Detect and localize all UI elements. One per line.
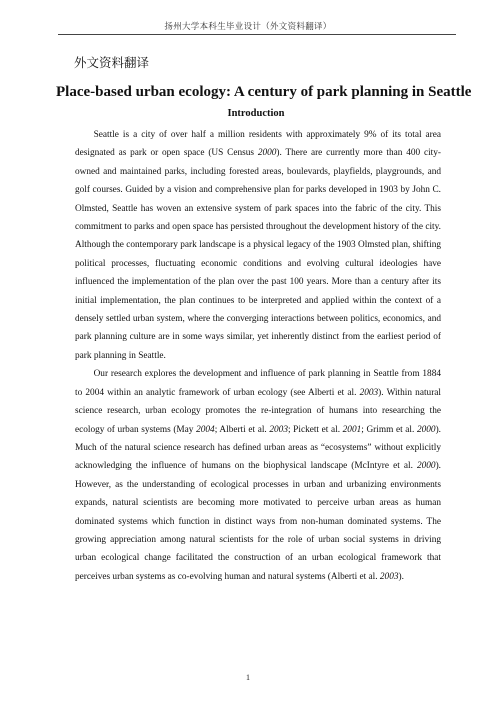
header-rule	[58, 34, 456, 35]
citation-year: 2000	[416, 424, 436, 435]
citation-year: 2001	[342, 424, 362, 435]
citation-year: 2003	[269, 424, 288, 435]
section-heading: Introduction	[227, 108, 285, 119]
section-label: 外文资料翻译	[74, 55, 150, 70]
citation-year: 2000	[416, 461, 436, 472]
text-run: Our research explores the development and influence of park planning in Seattle from 1884 to 2004 within an analytic framework of urban ecology (see Alberti et al.	[75, 369, 441, 398]
text-run: ). There are currently more than 400 city-owned and maintained parks, including forested areas, boulevards, playfields, playgrounds, and golf courses. Guided by a vision and comprehensive plan for parks developed in 1903 by John C. Olmsted, Seattle has woven an extensive system of park spaces into the fabric of the city. This commitment to parks and open space has persisted throughout the development history of the city. Although the contemporary park landscape is a physical legacy of the 1903 Olmsted plan, shifting political processes, fluctuating economic conditions and evolving cultural ideologies have influenced the implementation of the plan over the past 100 years. More than a century after its initial implementation, the plan continues to be interpreted and applied within the context of a densely settled urban system, where the converging interactions between politics, economics, and park planning culture are in some ways similar, yet inherently distinct from the earliest period of park planning in Seattle.	[75, 148, 441, 361]
text-run: Seattle is a city of over half a million residents with approximately 9% of its total area designated as park or open space (US Census	[75, 130, 441, 159]
text-run: ; Pickett et al.	[287, 424, 343, 435]
text-run: ).	[398, 571, 404, 582]
paper-title: Place-based urban ecology: A century of park planning in Seattle	[56, 84, 472, 100]
citation-year: 2003	[379, 571, 399, 582]
citation-year: 2000	[257, 148, 277, 159]
text-run: ). However, as the understanding of ecological processes in urban and urbanizing environments expands, natural scientists are becoming more motivated to perceive urban areas as human dominated systems which function in distinct ways from non-human dominated systems. The growing appreciation among natural scientists for the role of urban social systems in driving urban ecological change facilitated the construction of an urban ecological framework that perceives urban systems as co-evolving human and natural systems (Alberti et al.	[75, 461, 441, 582]
text-run: ). Much of the natural science research has defined urban areas as “ecosystems” without explicitly acknowledging the influence of humans on the biophysical landscape (McIntyre et al.	[75, 424, 441, 472]
body-text	[75, 126, 441, 586]
citation-year: 2004	[196, 424, 215, 435]
page-number: 1	[246, 673, 250, 682]
citation-year: 2003	[359, 387, 379, 398]
paragraph-1	[75, 126, 441, 365]
paragraph-2	[75, 365, 441, 586]
running-header: 扬州大学本科生毕业设计（外文资料翻译）	[164, 21, 332, 31]
text-run: ; Alberti et al.	[214, 424, 270, 435]
text-run: ). Within natural science research, urban ecology promotes the re-integration of humans into researching the ecology of urban systems (May	[75, 387, 441, 435]
text-run: ; Grimm et al.	[361, 424, 417, 435]
